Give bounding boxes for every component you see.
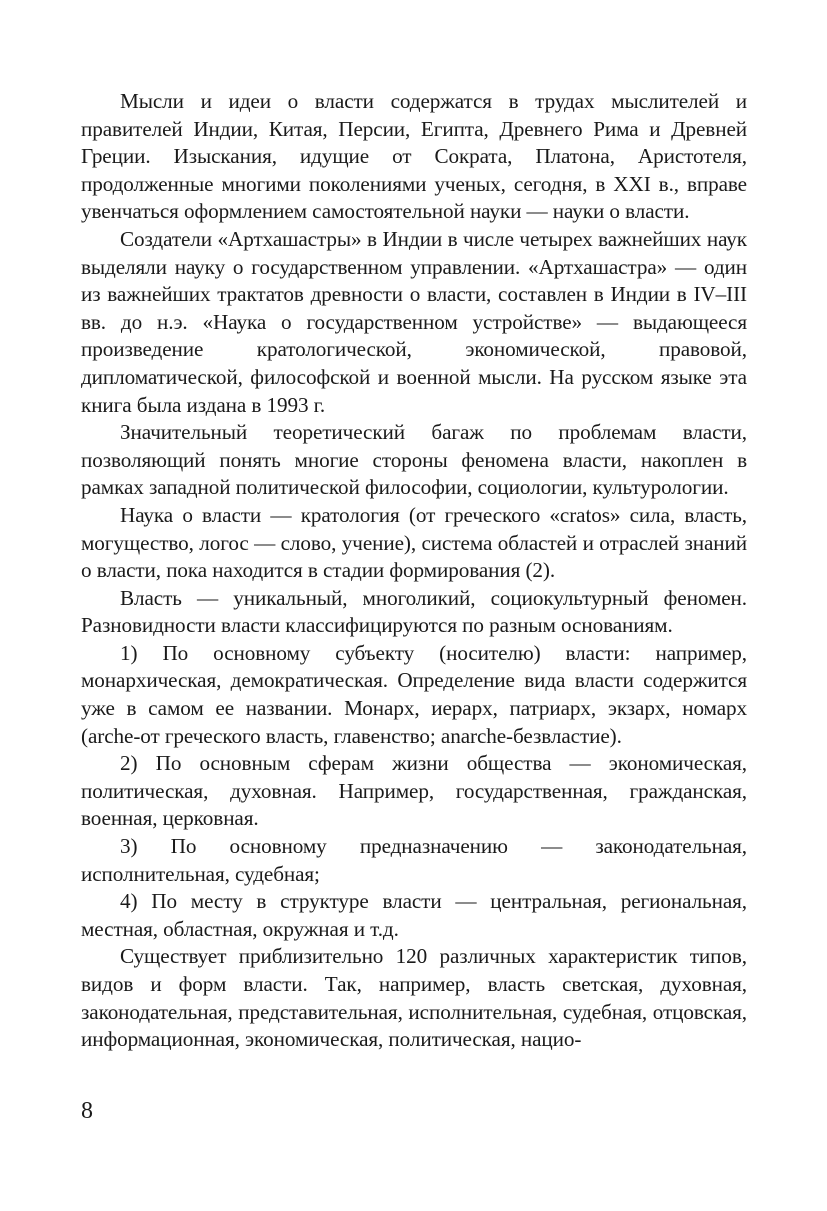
list-item-3: 3) По основному предназначению — законодательная, исполнительная, судебная; [81,834,747,886]
paragraph-2: Создатели «Артхашастры» в Индии в числе четырех важнейших наук выделяли науку о государственном управлении. «Артхашастра» — один из важнейших трактатов древности о власти, составлен в Индии в IV–III вв. до н.э. «Наука о государственном устройстве» — выдающееся произведение кратологической, экономической, правовой, дипломатической, философской и военной мысли. На русском языке эта книга была издана в 1993 г. [81,226,747,417]
paragraph-1: Мысли и идеи о власти содержатся в трудах мыслителей и правителей Индии, Китая, Персии, Египта, Древнего Рима и Древней Греции. Изыскания, идущие от Сократа, Платона, Аристотеля, продолженные многими поколениями ученых, сегодня, в XXI в., вправе увенчаться оформлением самостоятельной науки — науки о власти. [81,89,747,224]
list-item-4: 4) По месту в структуре власти — центральная, региональная, местная, областная, окружная и т.д. [81,889,747,941]
list-item-2: 2) По основным сферам жизни общества — экономическая, политическая, духовная. Например, государственная, гражданская, военная, церковная. [81,751,747,831]
paragraph-5: Власть — уникальный, многоликий, социокультурный феномен. Разновидности власти классифицируются по разным основаниям. [81,585,747,638]
paragraph-4: Наука о власти — кратология (от греческого «cratos» сила, власть, могущество, логос — слово, учение), система областей и отраслей знаний о власти, пока находится в стадии формирования (2). [81,502,747,583]
page-body [81,88,747,1054]
list-item-1: 1) По основному субъекту (носителю) власти: например, монархическая, демократическая. Определение вида власти содержится уже в самом ее названии. Монарх, иерарх, патриарх, экзарх, номарх (arche-от греческого власть, главенство; anarche-безвластие). [81,640,747,748]
page-number: 8 [81,1098,93,1124]
paragraph-6: Существует приблизительно 120 различных характеристик типов, видов и форм власти. Так, например, власть светская, духовная, законодательная, представительная, исполнительная, судебная, отцовская, информационная, экономическая, политическая, нацио- [81,944,747,1052]
paragraph-3: Значительный теоретический багаж по проблемам власти, позволяющий понять многие стороны феномена власти, накоплен в рамках западной политической философии, социологии, культурологии. [81,420,747,500]
